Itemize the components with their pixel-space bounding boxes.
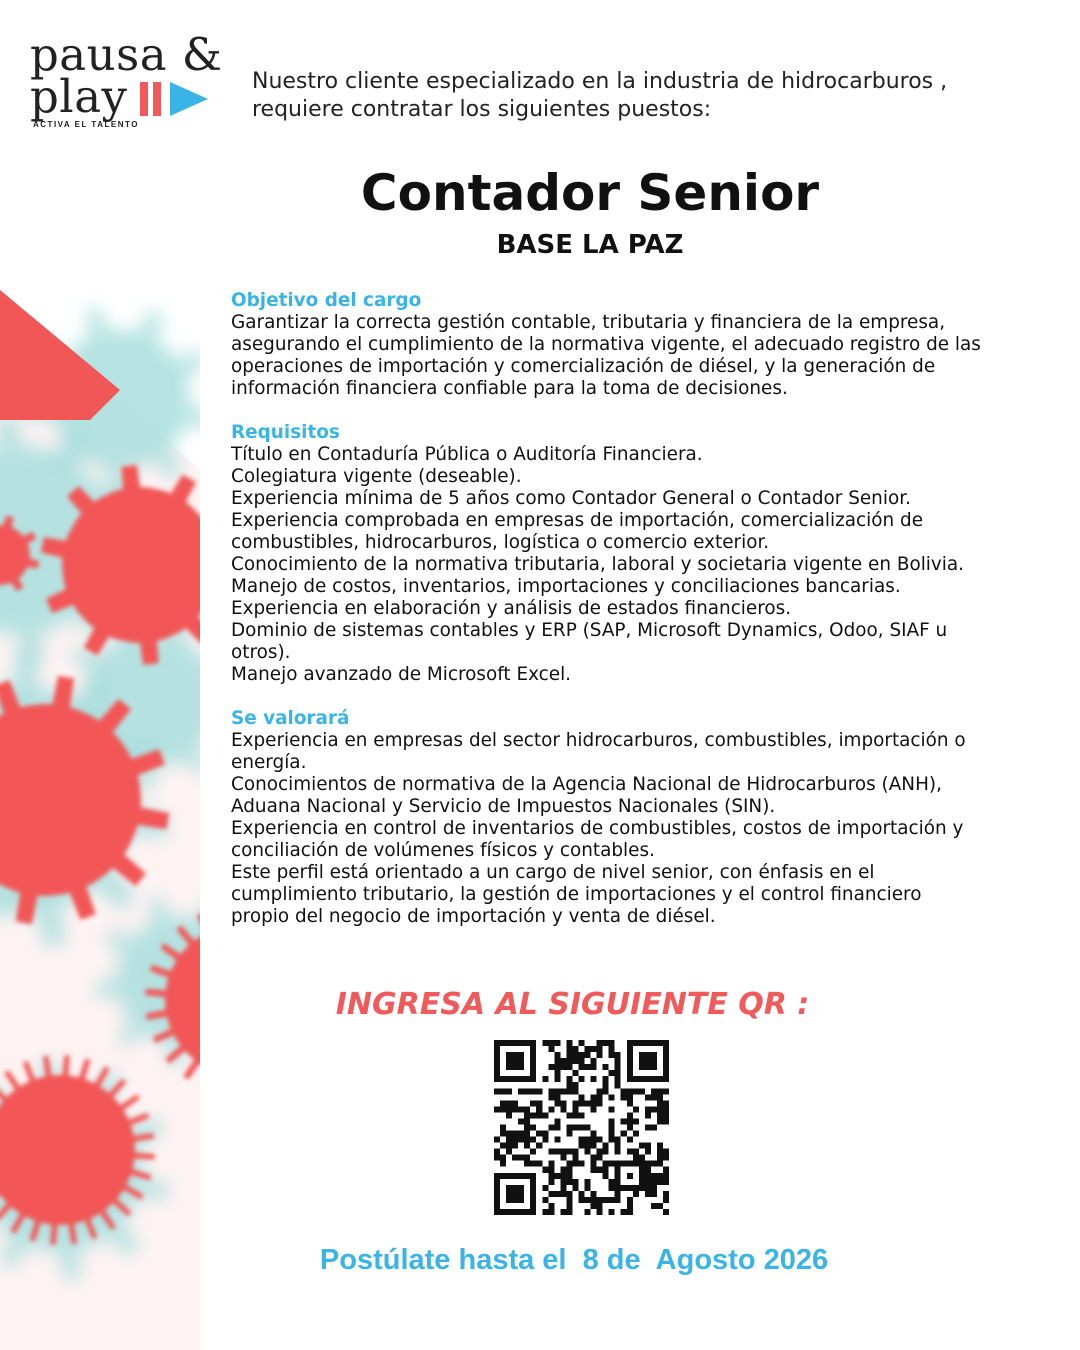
text-line: información financiera confiable para la toma de decisiones. [231, 378, 788, 399]
text-line: Garantizar la correcta gestión contable, tributaria y financiera de la empresa, [231, 312, 946, 333]
pause-play-icon [140, 82, 210, 118]
text-line: combustibles, hidrocarburos, logística o comercio exterior. [231, 532, 770, 553]
section-heading: Se valorará [231, 708, 350, 729]
text-line: Conocimiento de la normativa tributaria, laboral y societaria vigente en Bolivia. [231, 554, 965, 575]
text-line: Este perfil está orientado a un cargo de nivel senior, con énfasis en el [231, 862, 875, 883]
text-line: operaciones de importación y comercialización de diésel, y la generación de [231, 356, 936, 377]
play-icon [170, 82, 208, 116]
text-line: Experiencia mínima de 5 años como Contador General o Contador Senior. [231, 488, 911, 509]
job-title: Contador Senior [360, 164, 820, 222]
section-requisitos [231, 422, 1031, 686]
job-description [231, 290, 1031, 950]
text-line: Experiencia en empresas del sector hidrocarburos, combustibles, importación o [231, 730, 966, 751]
text-line: cumplimiento tributario, la gestión de importaciones y el control financiero [231, 884, 922, 905]
text-line: Experiencia comprobada en empresas de importación, comercialización de [231, 510, 924, 531]
text-line: Colegiatura vigente (deseable). [231, 466, 522, 487]
qr-call-to-action: INGRESA AL SIGUIENTE QR : [335, 987, 810, 1022]
intro-line: requiere contratar los siguientes puestos: [252, 97, 712, 122]
logo-tagline: ACTIVA EL TALENTO [33, 120, 139, 129]
text-line: Dominio de sistemas contables y ERP (SAP, Microsoft Dynamics, Odoo, SIAF u [231, 620, 948, 641]
text-line: Manejo de costos, inventarios, importaciones y conciliaciones bancarias. [231, 576, 901, 597]
job-location: BASE LA PAZ [496, 230, 684, 260]
text-line: Manejo avanzado de Microsoft Excel. [231, 664, 572, 685]
text-line: Aduana Nacional y Servicio de Impuestos Nacionales (SIN). [231, 796, 776, 817]
section-heading: Objetivo del cargo [231, 290, 422, 311]
section-objetivo [231, 290, 1031, 400]
text-line: energía. [231, 752, 307, 773]
qr-code-icon[interactable] [494, 1040, 669, 1215]
text-line: conciliación de volúmenes físicos y contables. [231, 840, 655, 861]
logo-text-line1: pausa & [30, 28, 223, 81]
section-heading: Requisitos [231, 422, 340, 443]
brand-logo [30, 28, 223, 132]
text-line: Experiencia en control de inventarios de combustibles, costos de importación y [231, 818, 964, 839]
intro-line: Nuestro cliente especializado en la industria de hidrocarburos , [252, 69, 948, 94]
text-line: Conocimientos de normativa de la Agencia Nacional de Hidrocarburos (ANH), [231, 774, 942, 795]
text-line: Experiencia en elaboración y análisis de estados financieros. [231, 598, 792, 619]
text-line: Título en Contaduría Pública o Auditoría Financiera. [231, 444, 703, 465]
text-line: propio del negocio de importación y venta de diésel. [231, 906, 716, 927]
intro-text [252, 68, 1032, 124]
text-line: otros). [231, 642, 291, 663]
pause-icon [140, 82, 148, 116]
text-line: asegurando el cumplimiento de la normativa vigente, el adecuado registro de las [231, 334, 981, 355]
logo-text-line2: play [30, 70, 128, 123]
section-valorara [231, 708, 1031, 928]
application-deadline: Postúlate hasta el 8 de Agosto 2026 [319, 1244, 829, 1276]
